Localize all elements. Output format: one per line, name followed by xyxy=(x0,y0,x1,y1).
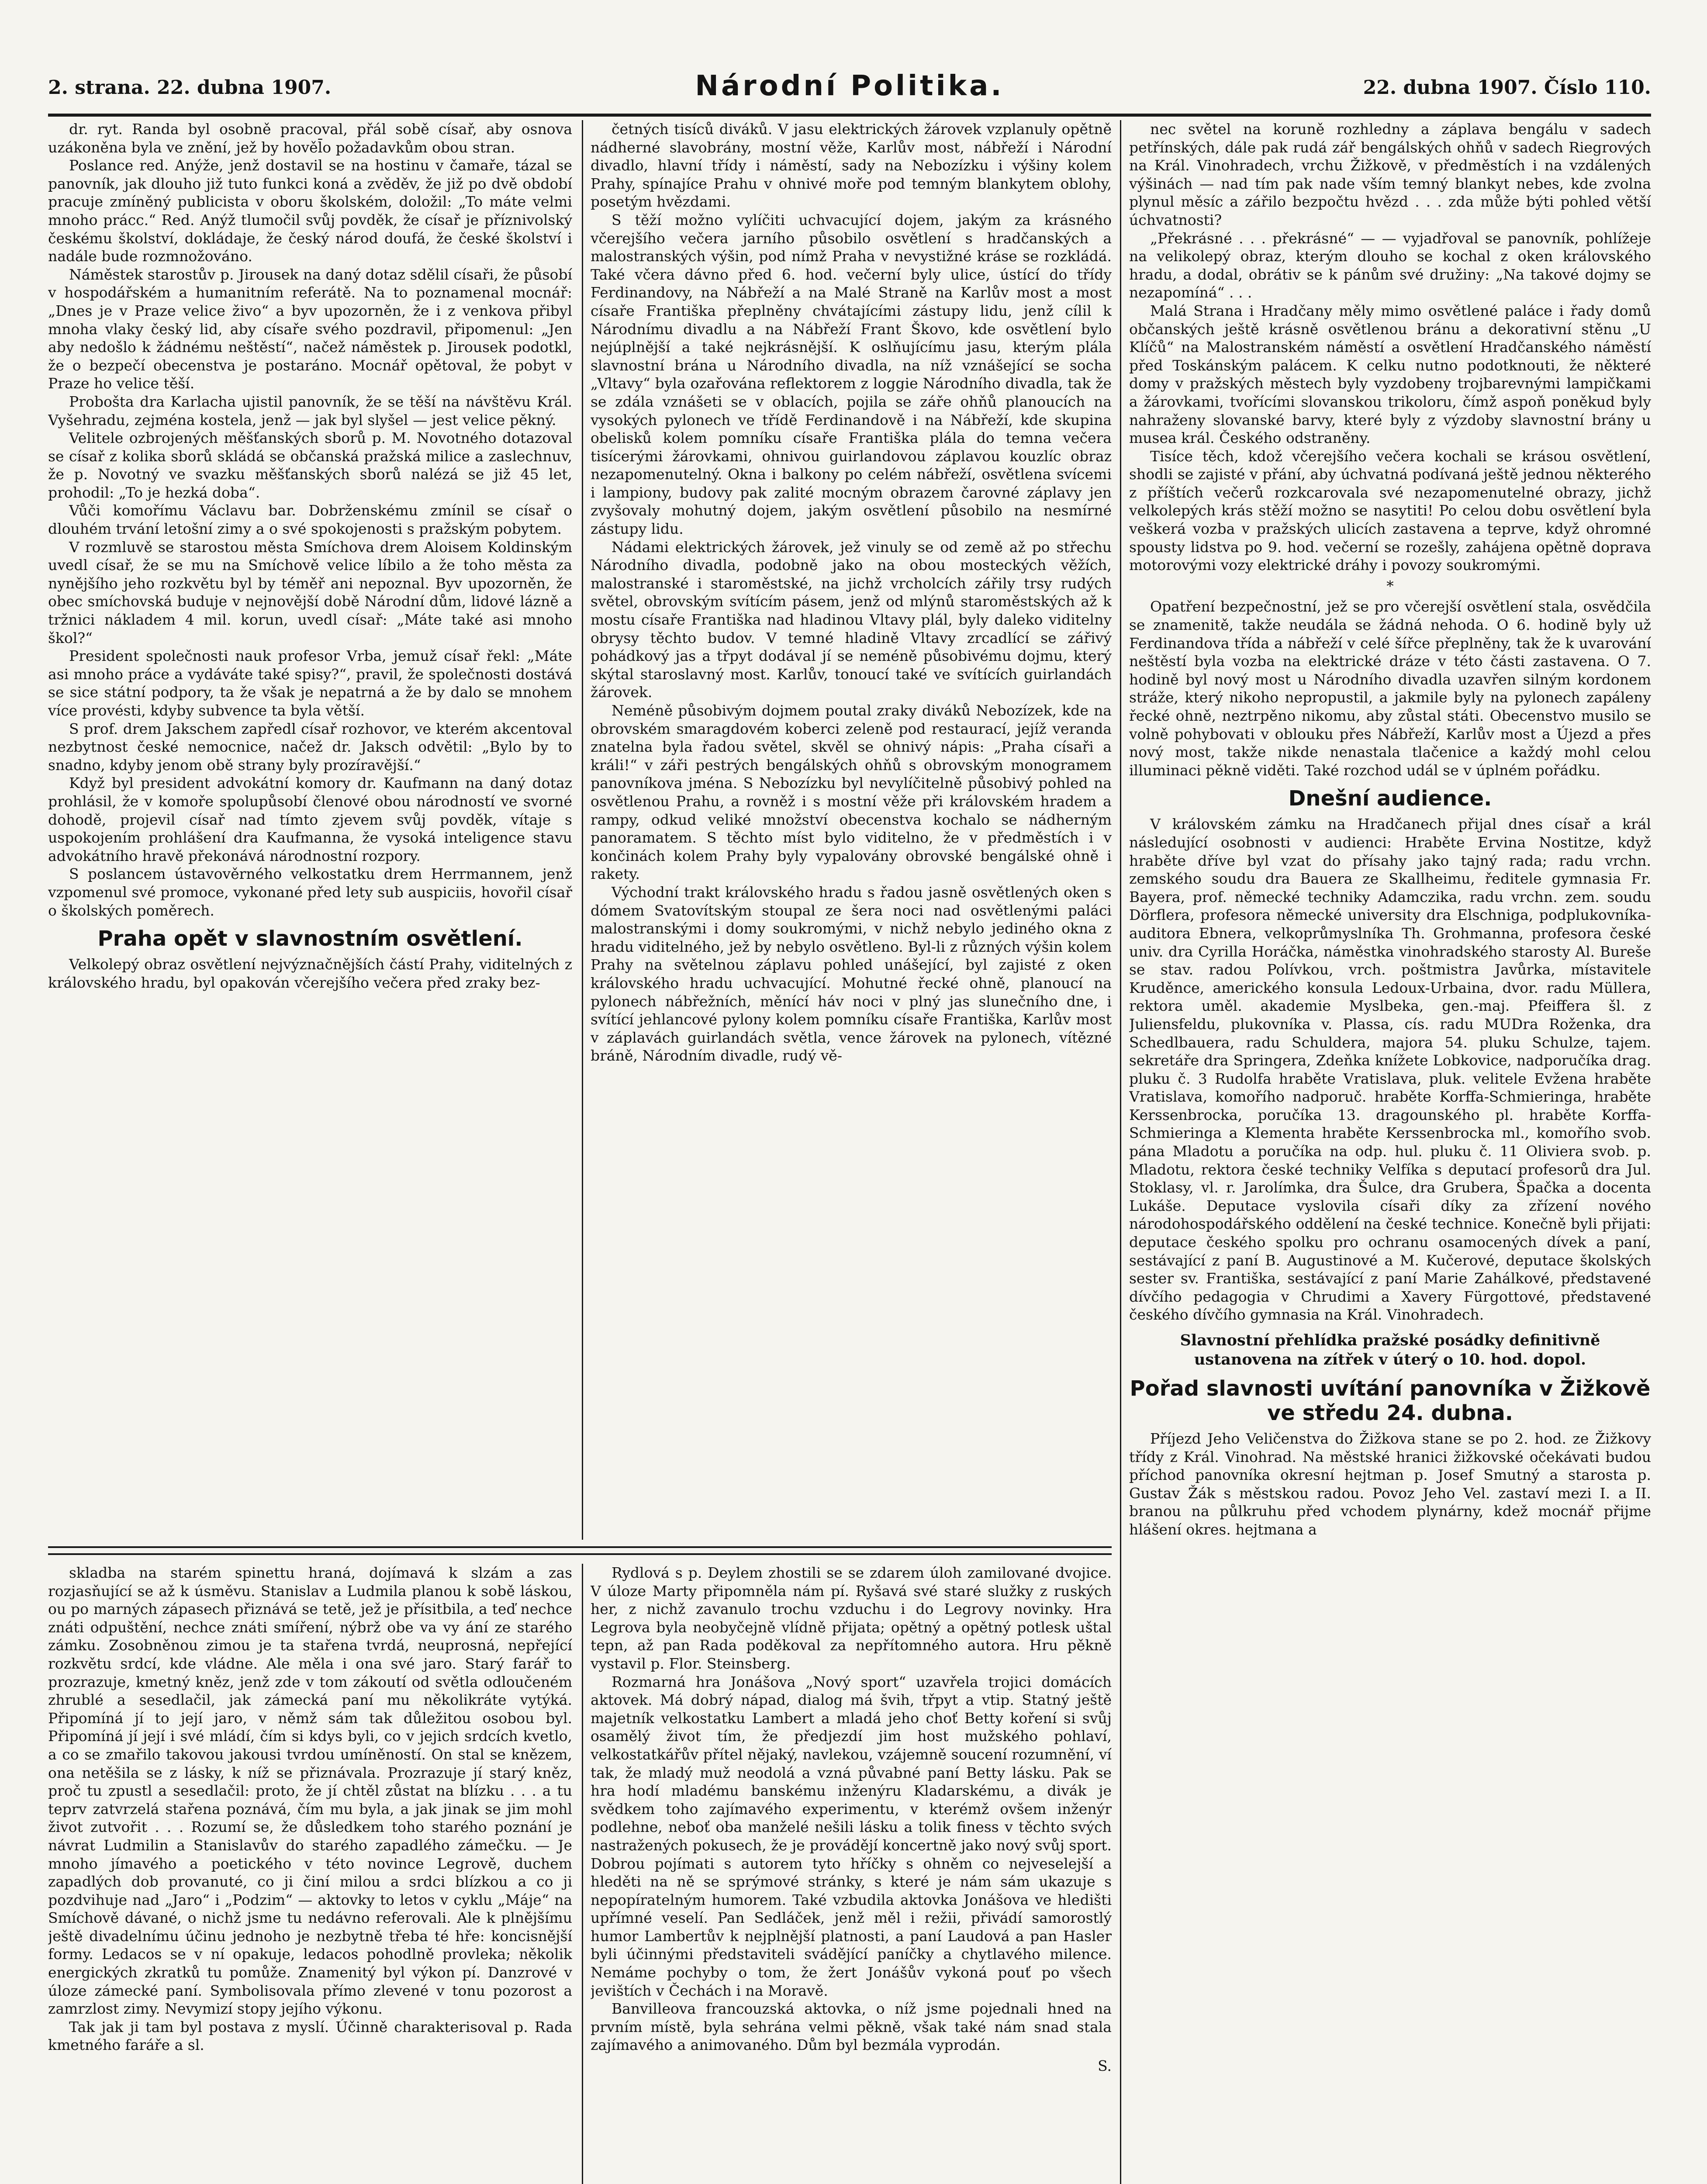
column-1 xyxy=(48,120,572,1540)
paragraph: Rydlová s p. Deylem zhostili se se zdarem úloh zamilované dvojice. V úloze Marty připomněla nám pí. Ryšavá své staré služky z ruských her, z nichž zavanulo trochu vzduchu i do Legrovy novinky. Hra Legrova byla neobyčejně vlídně přijata; opětný a opětný potlesk uštal tepn, až pan Rada poděkoval za nepřítomného autora. Hru pěkně vystavil p. Flor. Steinsberg. xyxy=(591,1564,1112,1672)
paragraph: Východní trakt královského hradu s řadou jasně osvětlených oken s dómem Svatovítským stoupal ze šera noci nad osvětlenými paláci malostranskými i domy soukromými, v nichž nebylo jediného okna z hradu viditelného, jež by nebylo osvětleno. Byl-li z různých výšin kolem Prahy na světelnou záplavu pohled unášející, byl zajisté z oken královského hradu uchvacující. Mohutné řecké ohně, planoucí na pylonech nábřežních, měnící háv noci v plný jas slunečního dne, i svítící jehlancové pylony kolem pomníku císaře Františka, Karlův most v záplavách guirlandách světla, vence žárovek na pylonech, vítězné bráně, Národním divadle, rudý vě- xyxy=(591,883,1112,1064)
masthead-title: Národní Politika. xyxy=(695,70,1004,102)
paragraph: V královském zámku na Hradčanech přijal dnes císař a král následující osobnosti v audienci: Hraběte Ervina Nostitze, když hraběte dříve byl vzat do přísahy jako tajný rada; radu vrchn. zemského soudu dra Bauera ze Skallheimu, ředitele gymnasia Fr. Bayera, prof. německé techniky Adamczika, radu vrchn. zem. soudu Dörflera, profesora německé university dra Elschniga, podplukovníka-auditora Ebnera, velkoprůmyslníka Th. Grohmanna, profesora české univ. dra Cyrilla Horáčka, náměstka vinohradského starosty Al. Bureše se stav. radou Polívkou, vrch. poštmistra Javůrka, místavitele Kruděnce, amerického konsula Ledoux-Urbaina, dvor. radu Müllera, rektora uměl. akademie Myslbeka, gen.-maj. Pfeiffera šl. z Juliensfeldu, plukovníka v. Plassa, cís. radu MUDra Roženka, dra Schedlbauera, radu Schuldera, majora 54. pluku Schulze, tajem. sekretáře dra Springera, Zdeňka knížete Lobkovice, nadporučíka drag. pluku č. 3 Rudolfa hraběte Vratislava, pluk. velitele Evžena hraběte Vratislava, komořího nadporuč. hraběte Korffa-Schmieringa, hraběte Kerssenbrocka, poručíka 13. dragounského pl. hraběte Korffa-Schmieringa a Klementa hraběte Kerssenbrocka ml., komořího svob. pána Mladotu a poručíka na odp. hul. pluku č. 11 Oliviera svob. p. Mladotu, rektora české techniky Velfíka s deputací profesorů dra Jul. Stoklasy, vl. r. Jarolímka, dra Šulce, dra Grubera, Špačka a docenta Lukáše. Deputace vyslovila císaři díky za zřízení nového národohospodářského oddělení na české technice. Konečně byli přijati: deputace českého spolku pro ochranu osamocených dívek a paní, sestávající z paní B. Augustinové a M. Kučerové, deputace školských sester sv. Františka, sestávající z paní Marie Zahálkové, představené dívčího pedagogia v Chrudimi a Xavery Fürgottové, představené českého dívčího gymnasia na Král. Vinohradech. xyxy=(1129,816,1651,1324)
paragraph: Neméně působivým dojmem poutal zraky diváků Nebozízek, kde na obrovském smaragdovém koberci zeleně pod restaurací, jejíž veranda znatelna byla řadou světel, skvěl se ohnivý nápis: „Praha císaři a králi!“ v záři pestrých bengálských ohňů s obrovským monogramem panovníkova jména. S Nebozízku byl nevylíčitelně působivý pohled na osvětlenou Prahu, a rovněž i s mostní věže při královském hradem a rampy, odkud veliké množství obecenstva kochalo se nádherným panoramatem. S těchto míst bylo viditelno, že v předměstích i v končinách kolem Prahy byly vypalovány obrovské bengálské ohně i rakety. xyxy=(591,702,1112,883)
feuilleton-divider xyxy=(48,1546,1112,1555)
paragraph: Příjezd Jeho Veličenstva do Žižkova stane se po 2. hod. ze Žižkovy třídy z Král. Vinohrad. Na městské hranici žižkovské očekávati budou příchod panovníka okresní hejtman p. Josef Smutný a starosta p. Gustav Žák s městskou radou. Povoz Jeho Vel. zastaví mezi I. a II. branou na půlkruhu před vchodem plynárny, kdež mocnář přijme hlášení okres. hejtmana a xyxy=(1129,1430,1651,1538)
paragraph: Náměstek starostův p. Jirousek na daný dotaz sdělil císaři, že působí v hospodářském a humanitním referátě. Na to poznamenal mocnář: „Dnes je v Praze velice živo“ a byv upozorněn, že i z venkova přibyl mnoha vlaky český lid, aby císaře svého pozdravil, připomenul: „Jen aby nedošlo k žádnému neštěstí“, načež náměstek p. Jirousek podotkl, že o bezpečí obecenstva je postaráno. Mocnář opětoval, že pobyt v Praze ho velice těší. xyxy=(48,266,572,392)
page-header xyxy=(48,66,1651,117)
article-heading-illumination: Praha opět v slavnostním osvětlení. xyxy=(97,926,523,951)
paragraph: četných tisíců diváků. V jasu elektrických žárovek vzplanuly opětně nádherné slavobrány, mostní věže, Karlův most, nábřeží i Národní divadlo, hlavní třídy i náměstí, sady na Nebozízku i výšiny kolem Prahy, spínajíce Prahu v ohnivé moře pod temným blankytem oblohy, posetým hvězdami. xyxy=(591,121,1112,211)
paragraph: nec světel na koruně rozhledny a záplava bengálu v sadech petřínských, dále pak rudá zář bengálských ohňů v sadech Riegrových na Král. Vinohradech, vrchu Žižkově, v předměstích i na vzdálených výšinách — nad tím pak nade vším temný blankyt nebes, kde zvolna plynul měsíc a zářilo bezpočtu hvězd . . . zda může býti pohled větší úchvatnosti? xyxy=(1129,121,1651,228)
article-heading-zizkov-welcome: Pořad slavnosti uvítání panovníka v Žižkově ve středu 24. dubna. xyxy=(1130,1376,1651,1425)
article-heading-audience: Dnešní audience. xyxy=(1288,786,1492,811)
paragraph: „Překrásné . . . překrásné“ — — vyjadřoval se panovník, pohlížeje na velikolepý obraz, kterým dlouho se kochal z oken královského hradu, a dodal, obrátiv se k pánům své družiny: „Na takové dojmy se nezapomíná“ . . . xyxy=(1129,229,1651,301)
paragraph: Vůči komořímu Václavu bar. Dobrženskému zmínil se císař o dlouhém trvání letošní zimy a o své spokojenosti s pražským pobytem. xyxy=(48,502,572,538)
header-date-issue: 22. dubna 1907. Číslo 110. xyxy=(1363,76,1651,99)
paragraph: Malá Strana i Hradčany měly mimo osvětlené paláce i řady domů občanských ještě krásně osvětlenou bránu a dekorativní stěnu „U Klíčů“ na Malostranském náměstí a osvětlení Hradčanského náměstí před Toskánským palácem. K celku nutno podotknouti, že některé domy v pražských městech byly vyzdobeny trojbarevnými lampičkami a žárovkami, tvořícími slovanskou trikoloru, čímž aspoň poněkud byly nahraženy slovanské barvy, které byly z výzdoby slavnostní brány u musea král. Českého odstraněny. xyxy=(1129,302,1651,447)
paragraph: Nádami elektrických žárovek, jež vinuly se od země až po střechu Národního divadla, podobně jako na obou mosteckých věžích, malostranské i staroměstské, na jichž vrcholcích zářily trsy rudých světel, obrovským svítícím pásem, jenž od mlýnů staroměstských až k mostu císaře Františka nad hladinou Vltavy plál, byly daleko viditelny obrysy těchto budov. V temné hladině Vltavy zrcadlící se zářivý pohádkový jas a třpyt dodával jí se neméně působivému dojmu, který skýtal staroslavný most. Karlův, tonoucí také ve svítících guirlandách žárovek. xyxy=(591,538,1112,701)
paragraph: S prof. drem Jakschem zapředl císař rozhovor, ve kterém akcentoval nezbytnost české nemocnice, načež dr. Jaksch odvětil: „Bylo by to snadno, kdyby jenom obě strany byly prozíravější.“ xyxy=(48,720,572,774)
paragraph: S těží možno vylíčiti uchvacující dojem, jakým za krásného včerejšího večera jarního působilo osvětlení s hradčanských a malostranských výšin, pod nímž Praha v nevystižné kráse se rozkládá. Také včera dávno před 6. hod. večerní byly ulice, ústící do třídy Ferdinandovy, na Nábřeží a na Malé Straně na Karlův most a most císaře Františka přeplněny chvátajícími zástupy lidu, jenž cílil k Národnímu divadlu a na Nábřeží Frant Škovo, kde osvětlení bylo nejúplnější a také nejkrásnější. K oslňujícímu jasu, kterým plála slavnostní brána u Národního divadla, na níž vznášející se socha „Vltavy“ byla ozařována reflektorem z loggie Národního divadla, tak že se zdála vznášeti se v oblacích, pojila se záře ohňů planoucích na vysokých pylonech ve třídě Ferdinandově i na Nábřeží, kde skupina obelisků kolem pomníku císaře Františka plála do temna večera tisícerými žárovkami, ohnivou guirlandovou záplavou kouzlíc obraz nezapomenutelný. Okna i balkony po celém nábřeží, osvětlena svícemi i lampiony, budovy pak zalité mocným obrazem čarovné záplavy jen zvyšovaly mohutný dojem, jakým osvětlení působilo na nesmírné zástupy lidu. xyxy=(591,211,1112,538)
paragraph: V rozmluvě se starostou města Smíchova drem Aloisem Koldinským uvedl císař, že se mu na Smíchově velice líbilo a že toho města za nynějšího jeho rozkvětu byl by téměř ani nepoznal. Byv upozorněn, že obec smíchovská buduje v nejnovější době Národní dům, lidové lázně a tržnici nákladem 4 mil. korun, uvedl císař: „Máte také asi mnoho škol?“ xyxy=(48,538,572,646)
column-divider xyxy=(582,1564,583,2184)
paragraph: Proboštа dra Karlacha ujistil panovník, že se těší na návštěvu Král. Vyšehradu, zejména kostela, jenž — jak byl slyšel — jest velice pěkný. xyxy=(48,393,572,429)
notice-parade: Slavnostní přehlídka pražské posádky definitivně ustanovena na zítřek v úterý o 10. hod. dopol. xyxy=(1180,1331,1600,1368)
paragraph: Opatření bezpečnostní, jež se pro včerejší osvětlení stala, osvědčila se znamenitě, takže neudála se žádná nehoda. O 6. hodině byly už Ferdinandova třída a nábřeží v celé šířce přeplněny, tak že k uvarování neštěstí byla vozba na elektrické dráze v této části zastavena. O 7. hodině byl nový most u Národního divadla uzavřen silným kordonem stráže, který nikoho nepropustil, a jakmile byly na pylonech zapáleny řecké ohně, neztrpěno nikomu, aby zůstal státi. Obecenstvo musilo se volně pohybovati v oblouku přes Nábřeží, Karlův most a Újezd a přes nový most, takže nikde nenastala tlačenice a každý mohl celou illuminaci pěkně viděti. Také rozchod udál se v úplném pořádku. xyxy=(1129,598,1651,779)
column-3 xyxy=(1129,120,1651,2184)
feuilleton-column-right xyxy=(591,1564,1112,2184)
paragraph: Velitele ozbrojených měšťanských sborů p. M. Novotného dotazoval se císař z kolika sborů skládá se občanská pražská milice a zaslechnuv, že p. Novotný ve svazku měšťanských sborů nalézá se již 45 let, prohodil: „To je hezká doba“. xyxy=(48,429,572,501)
author-signature: S. xyxy=(1098,2057,1112,2075)
paragraph: Rozmarná hra Jonášova „Nový sport“ uzavřela trojici domácích aktovek. Má dobrý nápad, dialog má švih, třpyt a vtip. Statný ještě majetník velkostatku Lambert a mladá jeho choť Betty koření si svůj osamělý život tím, že předjezdí jim host mužského pohlaví, velkostatkářův přítel nějaký, navlekou, vzájemně soucení rozumnění, ví tak, že mladý muž neodolá a vzná půvabné paní Betty lásku. Pak se hra hodí mladému banskému inženýru Kladarskému, a divák je svědkem toho zajímavého experimentu, v kterémž ovšem inženýr podlehne, neboť oba manželé nešili lásku a tolik finess v těchto svých nastražených pokusech, že je provádějí koncertně jako nový svůj sport. Dobrou pojímati s autorem tyto hříčky s ohněm co nejveselejší a hleděti na ně se sprýmové stránky, s které je nám sám ukazuje s nepopíratelným humorem. Také vzbudila aktovka Jonášova ve hledišti upřímné veselí. Pan Sedláček, jenž měl i režii, přivádí samorostlý humor Lambertův k nejplnější platnosti, a paní Laudová a pan Hasler byli účinnými představiteli svádějící paníčky a chytlavého milence. Nemáme pochyby o tom, že žert Jonášův vykoná pouť po všech jevištích v Čechách i na Moravě. xyxy=(591,1673,1112,1999)
column-divider xyxy=(582,120,583,1540)
paragraph: S poslancem ústavověrného velkostatku drem Herrmannem, jenž vzpomenul své promoce, vykonané před lety sub auspiciis, hovořil císař o školských poměrech. xyxy=(48,865,572,919)
paragraph: Tisíce těch, kdož včerejšího večera kochali se krásou osvětlení, shodli se zajisté v přání, aby úchvatná podívaná ještě jednou některého z příštích večerů rozkcarovala své nezapomenutelné obrazy, jichž velkolepých krás stěží možno se nasytiti! Po celou dobu osvětlení byla veškerá vozba v pražských ulicích zastavena a teprve, když ohromné spousty lidstva po 9. hod. večerní se rozešly, zahájena opětně doprava motorovými vozy elektrické dráhy i povozy soukromými. xyxy=(1129,447,1651,574)
paragraph: President společnosti nauk profesor Vrba, jemuž císař řekl: „Máte asi mnoho práce a vydáváte také spisy?“, pravil, že společnosti dostává se sice státní podpory, ta že však je nepatrná a že by dalo se mnohem více provésti, kdyby subvence ta byla větší. xyxy=(48,647,572,719)
paragraph: dr. ryt. Randa byl osobně pracoval, přál sobě císař, aby osnova uzákoněna byla ve znění, jež by hověl̄o požadavkům obou stran. xyxy=(48,121,572,156)
column-divider xyxy=(1120,120,1121,2184)
paragraph: Tak jak ji tam byl postava z myslí. Účinně charakterisoval p. Rada kmetného faráře a sl. xyxy=(48,2018,572,2054)
section-separator-star: * xyxy=(1386,577,1394,594)
paragraph: Banvillеova francouzská aktovka, o níž jsme pojednali hned na prvním místě, byla sehrána velmi pěkně, však také nám snad stala zajímavého a animovaného. Dům byl bezmála vyprodán. xyxy=(591,2000,1112,2054)
feuilleton-column-left xyxy=(48,1564,572,2184)
header-page-date: 2. strana. 22. dubna 1907. xyxy=(48,76,332,99)
paragraph: skladba na starém spinettu hraná, dojímavá k slzám a zas rozjasňující se až k úsměvu. Stanislav a Ludmila planou k sobě láskou, ou po marných zápasech přiznává se tetě, jež je přísitbila, a teď nechce znáti odpuštění, nechce znáti smíření, nýbrž obe va vy ání ze starého zámku. Zosobněnou zimou je ta stařena tvrdá, neuprosná, nepřející rozkvětu srdcí, kde vládne. Ale měla i ona své jaro. Starý farář to prozrazuje, kmetný kněz, jenž zde v tom zákoutí od světla odloučeném zhrublé a sesedlačil, jak zámecká paní mu několikráte vytýká. Připomíná jí to její jaro, v němž sám tak důležitou osobou byl. Připomíná jí její i své mládí, čím si kdys byli, co v jejich srdcích kvetlo, a co se zmařilo takovou jakousi tvrdou umíněností. On stal se knězem, ona netěšila se z lásky, k níž se přiznávala. Prozrazuje jí starý kněz, proč tu zpustl a sesedlačil: proto, že jí chtěl zůstat na blízku . . . a tu teprv zatvrzelá stařena poznává, čím mu byla, a jak jinak se jim mohl život zutvořit . . . Rozumí se, že důsledkem toho starého poznání je návrat Ludmilin a Stanislavův do starého zapadlého zámečku. — Je mnoho jímavého a poetického v této novince Legrově, duchem zapadlých dob provanuté, co ji činí milou a srdci blízkou a co ji pozdvihuje nad „Jaro“ i „Podzim“ — aktovky to letos v cyklu „Máje“ na Smíchově dávané, o nichž jsme tu nedávno referovali. Ale k plnějšímu ještě divadelnímu účinu jednoho je nezbytně třeba té hře: koncisnější formy. Ledacos se v ní opakuje, ledacos pohodlně provlekа; několik energických zkratků tu pomůže. Znamenitý byl výkon pí. Danzrové v úloze zámecké paní. Symbolisovala přímo zlevené v tonu pozorost a zamrzlost zimy. Nevymizí stopy jejího výkonu. xyxy=(48,1564,572,2018)
column-2 xyxy=(591,120,1112,1540)
paragraph: Velkolepý obraz osvětlení nejvýznačnějších částí Prahy, viditelných z královského hradu, byl opakován včerejšího večera před zraky bez- xyxy=(48,956,572,991)
paragraph: Když byl president advokátní komory dr. Kaufmann na daný dotaz prohlásil, že v komoře spolupůsobí členové obou národností ve svorné dohodě, projevil císař nad tímto zjevem svůj povděk, vítaje s uspokojením prohlášení dra Kaufmanna, že vysoká inteligence stavu advokátního hravě překonává národnostní rozpory. xyxy=(48,774,572,864)
paragraph: Poslance red. Anýže, jenž dostavil se na hostinu v čamaře, tázal se panovník, jak dlouho již tuto funkci koná a zvěděv, že již po dvě období pracuje zmíněný publicista v oboru školském, doložil: „To máte velmi mnoho prácc.“ Red. Anýž tlumočil svůj povděk, že císař je příznivolský českému školství, dokládaje, že český národ doufá, že české školství i nadále bude rozmnožováno. xyxy=(48,157,572,265)
